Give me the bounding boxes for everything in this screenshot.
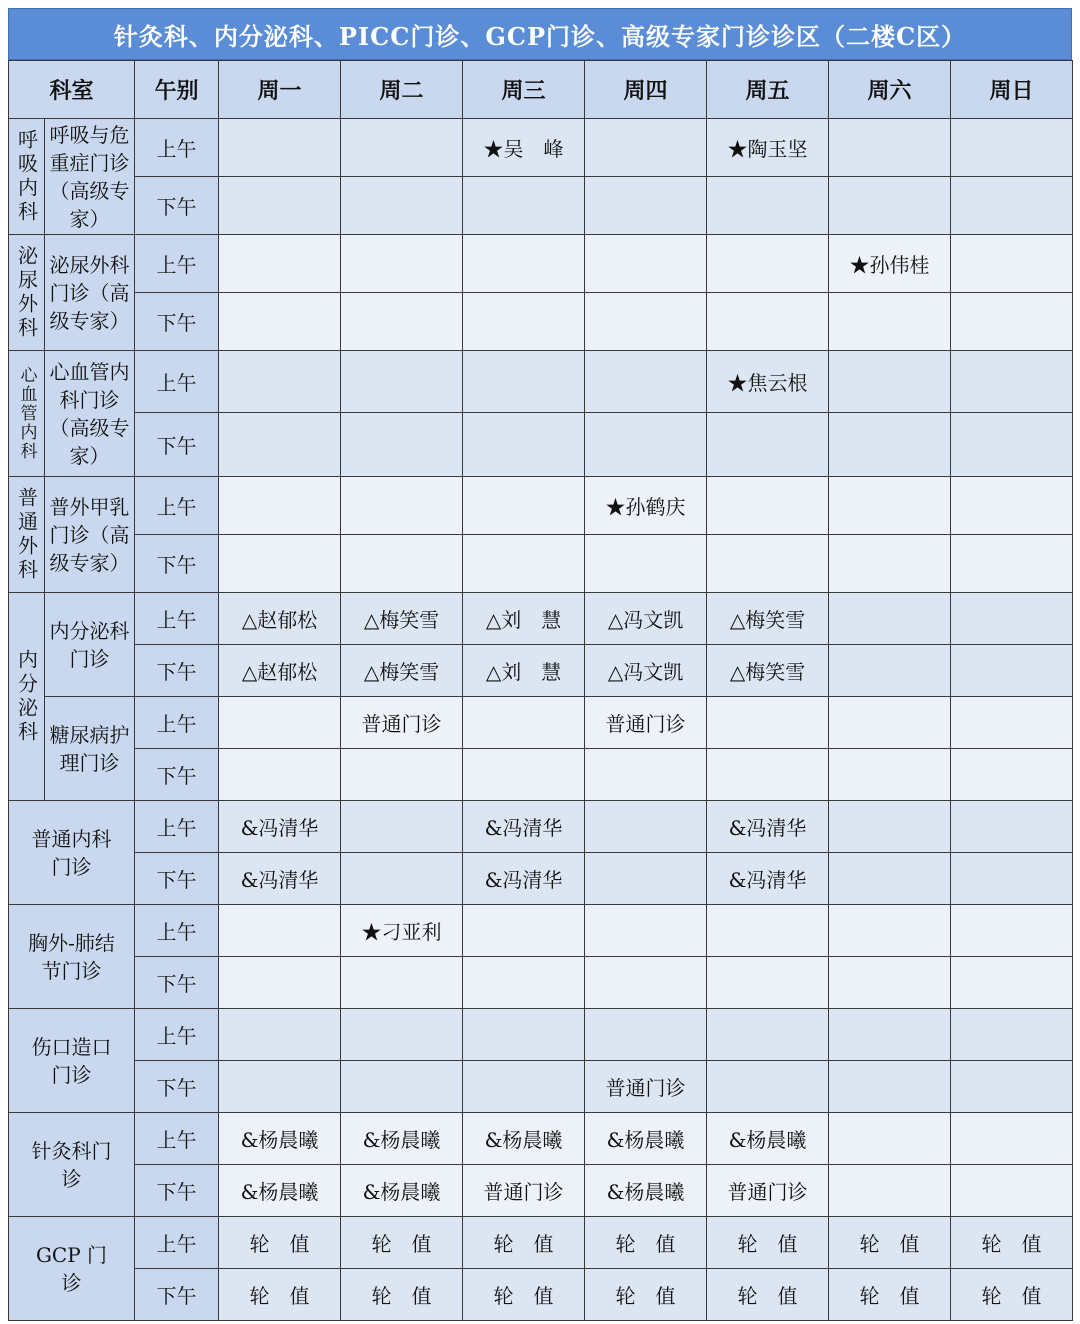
- schedule-cell: [585, 801, 707, 853]
- schedule-cell: [341, 1061, 463, 1113]
- header-fri: 周五: [707, 61, 829, 119]
- period-label: 下午: [135, 1165, 219, 1217]
- schedule-cell: &杨晨曦: [341, 1165, 463, 1217]
- schedule-cell: 普通门诊: [707, 1165, 829, 1217]
- schedule-cell: [585, 905, 707, 957]
- schedule-cell: 轮 值: [463, 1217, 585, 1269]
- schedule-cell: 普通门诊: [585, 1061, 707, 1113]
- schedule-row-thor-pm: [9, 957, 1073, 1009]
- schedule-cell: [951, 1165, 1073, 1217]
- period-label: 上午: [135, 351, 219, 413]
- schedule-row-thor-am: [9, 905, 1073, 957]
- header-row: [9, 61, 1073, 119]
- schedule-cell: [951, 535, 1073, 593]
- schedule-row-resp-am: [9, 119, 1073, 177]
- schedule-cell: [341, 801, 463, 853]
- clinic-label: 普外甲乳门诊（高级专家）: [45, 477, 135, 593]
- schedule-cell: ★孙鹤庆: [585, 477, 707, 535]
- period-label: 上午: [135, 1217, 219, 1269]
- clinic-label: 内分泌科门诊: [45, 593, 135, 697]
- schedule-cell: 轮 值: [219, 1217, 341, 1269]
- schedule-cell: [585, 177, 707, 235]
- schedule-cell: [463, 1061, 585, 1113]
- schedule-cell: [463, 351, 585, 413]
- header-wed: 周三: [463, 61, 585, 119]
- schedule-cell: ★焦云根: [707, 351, 829, 413]
- department-group-label: 呼吸内科: [9, 119, 45, 235]
- schedule-row-acu-am: [9, 1113, 1073, 1165]
- schedule-row-surg-pm: [9, 535, 1073, 593]
- schedule-cell: [341, 413, 463, 477]
- schedule-cell: [829, 477, 951, 535]
- schedule-cell: [341, 957, 463, 1009]
- schedule-row-wound-pm: [9, 1061, 1073, 1113]
- schedule-cell: [585, 351, 707, 413]
- schedule-cell: [951, 905, 1073, 957]
- schedule-cell: [341, 351, 463, 413]
- schedule-cell: 轮 值: [585, 1217, 707, 1269]
- schedule-cell: [219, 905, 341, 957]
- department-group-label: 泌尿外科: [9, 235, 45, 351]
- schedule-cell: [463, 697, 585, 749]
- period-label: 下午: [135, 177, 219, 235]
- schedule-row-cardio-pm: [9, 413, 1073, 477]
- schedule-row-endo-pm: [9, 645, 1073, 697]
- schedule-cell: [219, 477, 341, 535]
- schedule-cell: &杨晨曦: [463, 1113, 585, 1165]
- schedule-cell: &冯清华: [219, 853, 341, 905]
- schedule-cell: &杨晨曦: [707, 1113, 829, 1165]
- schedule-cell: [585, 293, 707, 351]
- schedule-cell: [585, 749, 707, 801]
- period-label: 下午: [135, 1061, 219, 1113]
- schedule-cell: △梅笑雪: [707, 645, 829, 697]
- schedule-cell: [951, 235, 1073, 293]
- schedule-cell: △冯文凯: [585, 645, 707, 697]
- schedule-cell: [585, 957, 707, 1009]
- header-thu: 周四: [585, 61, 707, 119]
- period-label: 上午: [135, 1113, 219, 1165]
- schedule-cell: [707, 477, 829, 535]
- schedule-row-resp-pm: [9, 177, 1073, 235]
- schedule-cell: &冯清华: [463, 801, 585, 853]
- period-label: 下午: [135, 413, 219, 477]
- schedule-cell: [829, 645, 951, 697]
- schedule-cell: [219, 1009, 341, 1061]
- period-label: 上午: [135, 477, 219, 535]
- schedule-cell: [951, 749, 1073, 801]
- schedule-cell: &杨晨曦: [585, 1113, 707, 1165]
- period-label: 下午: [135, 1269, 219, 1321]
- schedule-cell: 轮 值: [829, 1217, 951, 1269]
- schedule-cell: [219, 535, 341, 593]
- schedule-cell: [707, 905, 829, 957]
- period-label: 上午: [135, 593, 219, 645]
- clinic-label: 伤口造口门诊: [9, 1009, 135, 1113]
- period-label: 下午: [135, 645, 219, 697]
- schedule-cell: 普通门诊: [585, 697, 707, 749]
- schedule-cell: 轮 值: [341, 1269, 463, 1321]
- schedule-cell: [585, 535, 707, 593]
- schedule-cell: △刘 慧: [463, 593, 585, 645]
- schedule-row-diab-pm: [9, 749, 1073, 801]
- period-label: 上午: [135, 235, 219, 293]
- schedule-cell: [829, 697, 951, 749]
- schedule-cell: [707, 535, 829, 593]
- schedule-cell: [219, 293, 341, 351]
- schedule-cell: ★吴 峰: [463, 119, 585, 177]
- schedule-cell: [707, 957, 829, 1009]
- schedule-cell: △梅笑雪: [341, 645, 463, 697]
- schedule-cell: &杨晨曦: [341, 1113, 463, 1165]
- schedule-cell: [463, 477, 585, 535]
- schedule-cell: [829, 853, 951, 905]
- header-mon: 周一: [219, 61, 341, 119]
- schedule-cell: [951, 957, 1073, 1009]
- schedule-row-wound-am: [9, 1009, 1073, 1061]
- clinic-label: 呼吸与危重症门诊（高级专家）: [45, 119, 135, 235]
- schedule-cell: [341, 477, 463, 535]
- schedule-cell: [219, 957, 341, 1009]
- schedule-cell: 普通门诊: [341, 697, 463, 749]
- schedule-cell: [463, 1009, 585, 1061]
- schedule-cell: [829, 1009, 951, 1061]
- schedule-cell: [585, 1009, 707, 1061]
- schedule-cell: [341, 177, 463, 235]
- header-period: 午别: [135, 61, 219, 119]
- period-label: 上午: [135, 1009, 219, 1061]
- department-group-label: 心血管内科: [9, 351, 45, 477]
- schedule-cell: △赵郁松: [219, 645, 341, 697]
- schedule-cell: [707, 293, 829, 351]
- schedule-cell: 轮 值: [585, 1269, 707, 1321]
- schedule-cell: △梅笑雪: [707, 593, 829, 645]
- schedule-cell: [341, 853, 463, 905]
- schedule-cell: △梅笑雪: [341, 593, 463, 645]
- schedule-cell: [341, 293, 463, 351]
- schedule-cell: 轮 值: [463, 1269, 585, 1321]
- schedule-row-diab-am: [9, 697, 1073, 749]
- schedule-cell: [341, 119, 463, 177]
- schedule-row-uro-pm: [9, 293, 1073, 351]
- schedule-row-surg-am: [9, 477, 1073, 535]
- schedule-cell: △刘 慧: [463, 645, 585, 697]
- schedule-cell: [829, 413, 951, 477]
- schedule-cell: 轮 值: [829, 1269, 951, 1321]
- schedule-cell: [585, 119, 707, 177]
- schedule-cell: [219, 235, 341, 293]
- schedule-cell: 轮 值: [219, 1269, 341, 1321]
- schedule-cell: 轮 值: [707, 1217, 829, 1269]
- schedule-cell: 普通门诊: [463, 1165, 585, 1217]
- schedule-cell: &冯清华: [463, 853, 585, 905]
- schedule-cell: [707, 749, 829, 801]
- clinic-label: GCP 门诊: [9, 1217, 135, 1321]
- schedule-cell: 轮 值: [951, 1269, 1073, 1321]
- department-group-label: 普通外科: [9, 477, 45, 593]
- schedule-row-uro-am: [9, 235, 1073, 293]
- schedule-cell: [219, 413, 341, 477]
- header-sun: 周日: [951, 61, 1073, 119]
- schedule-cell: [951, 1113, 1073, 1165]
- schedule-cell: ★孙伟桂: [829, 235, 951, 293]
- schedule-cell: [707, 177, 829, 235]
- schedule-cell: [463, 957, 585, 1009]
- schedule-cell: [829, 351, 951, 413]
- schedule-cell: [707, 235, 829, 293]
- schedule-cell: [951, 177, 1073, 235]
- schedule-cell: [829, 1165, 951, 1217]
- schedule-row-endo-am: [9, 593, 1073, 645]
- period-label: 下午: [135, 535, 219, 593]
- schedule-cell: &杨晨曦: [219, 1165, 341, 1217]
- schedule-cell: [219, 119, 341, 177]
- schedule-cell: [829, 535, 951, 593]
- schedule-cell: [463, 535, 585, 593]
- schedule-cell: [219, 1061, 341, 1113]
- schedule-cell: [829, 119, 951, 177]
- schedule-cell: [463, 413, 585, 477]
- schedule-table: [8, 60, 1073, 1321]
- schedule-cell: [951, 853, 1073, 905]
- schedule-cell: [219, 351, 341, 413]
- header-department: 科室: [9, 61, 135, 119]
- clinic-label: 普通内科门诊: [9, 801, 135, 905]
- clinic-label: 泌尿外科门诊（高级专家）: [45, 235, 135, 351]
- schedule-cell: &冯清华: [219, 801, 341, 853]
- period-label: 上午: [135, 801, 219, 853]
- schedule-cell: ★陶玉坚: [707, 119, 829, 177]
- schedule-row-gcp-am: [9, 1217, 1073, 1269]
- schedule-cell: &冯清华: [707, 801, 829, 853]
- schedule-cell: 轮 值: [951, 1217, 1073, 1269]
- schedule-title: 针灸科、内分泌科、PICC门诊、GCP门诊、高级专家门诊诊区（二楼C区）: [8, 8, 1072, 60]
- schedule-cell: 轮 值: [707, 1269, 829, 1321]
- schedule-cell: [829, 801, 951, 853]
- schedule-cell: [463, 177, 585, 235]
- schedule-cell: [463, 749, 585, 801]
- schedule-cell: [829, 749, 951, 801]
- schedule-cell: [585, 235, 707, 293]
- clinic-label: 心血管内科门诊（高级专家）: [45, 351, 135, 477]
- schedule-cell: [219, 697, 341, 749]
- schedule-cell: [707, 1009, 829, 1061]
- schedule-cell: [463, 293, 585, 351]
- clinic-label: 胸外-肺结节门诊: [9, 905, 135, 1009]
- schedule-cell: △冯文凯: [585, 593, 707, 645]
- schedule-cell: [829, 957, 951, 1009]
- schedule-cell: [951, 1061, 1073, 1113]
- schedule-row-acu-pm: [9, 1165, 1073, 1217]
- schedule-cell: [829, 1113, 951, 1165]
- schedule-cell: [951, 351, 1073, 413]
- schedule-cell: [707, 413, 829, 477]
- schedule-cell: [951, 477, 1073, 535]
- schedule-cell: [951, 697, 1073, 749]
- schedule-cell: &杨晨曦: [585, 1165, 707, 1217]
- schedule-cell: [829, 293, 951, 351]
- schedule-cell: [951, 593, 1073, 645]
- period-label: 上午: [135, 119, 219, 177]
- schedule-cell: &杨晨曦: [219, 1113, 341, 1165]
- schedule-cell: [829, 177, 951, 235]
- schedule-row-gcp-pm: [9, 1269, 1073, 1321]
- schedule-cell: [951, 413, 1073, 477]
- schedule-cell: ★刁亚利: [341, 905, 463, 957]
- period-label: 下午: [135, 853, 219, 905]
- schedule-row-gen-pm: [9, 853, 1073, 905]
- schedule-cell: [951, 645, 1073, 697]
- schedule-cell: [829, 905, 951, 957]
- schedule-cell: △赵郁松: [219, 593, 341, 645]
- schedule-cell: [341, 535, 463, 593]
- schedule-cell: [219, 749, 341, 801]
- period-label: 上午: [135, 905, 219, 957]
- schedule-cell: [341, 235, 463, 293]
- schedule-cell: [585, 853, 707, 905]
- schedule-cell: [341, 749, 463, 801]
- period-label: 下午: [135, 957, 219, 1009]
- department-group-label: 内分泌科: [9, 593, 45, 801]
- period-label: 上午: [135, 697, 219, 749]
- schedule-cell: [951, 293, 1073, 351]
- schedule-cell: [219, 177, 341, 235]
- header-sat: 周六: [829, 61, 951, 119]
- schedule-cell: 轮 值: [341, 1217, 463, 1269]
- schedule-cell: [829, 593, 951, 645]
- schedule-cell: &冯清华: [707, 853, 829, 905]
- schedule-cell: [951, 1009, 1073, 1061]
- period-label: 下午: [135, 749, 219, 801]
- header-tue: 周二: [341, 61, 463, 119]
- schedule-cell: [585, 413, 707, 477]
- clinic-label: 糖尿病护理门诊: [45, 697, 135, 801]
- schedule-cell: [341, 1009, 463, 1061]
- schedule-cell: [951, 801, 1073, 853]
- schedule-cell: [829, 1061, 951, 1113]
- clinic-schedule: [8, 8, 1072, 1316]
- schedule-cell: [463, 905, 585, 957]
- clinic-label: 针灸科门诊: [9, 1113, 135, 1217]
- schedule-cell: [463, 235, 585, 293]
- schedule-cell: [951, 119, 1073, 177]
- period-label: 下午: [135, 293, 219, 351]
- schedule-cell: [707, 697, 829, 749]
- schedule-row-cardio-am: [9, 351, 1073, 413]
- schedule-row-gen-am: [9, 801, 1073, 853]
- schedule-cell: [707, 1061, 829, 1113]
